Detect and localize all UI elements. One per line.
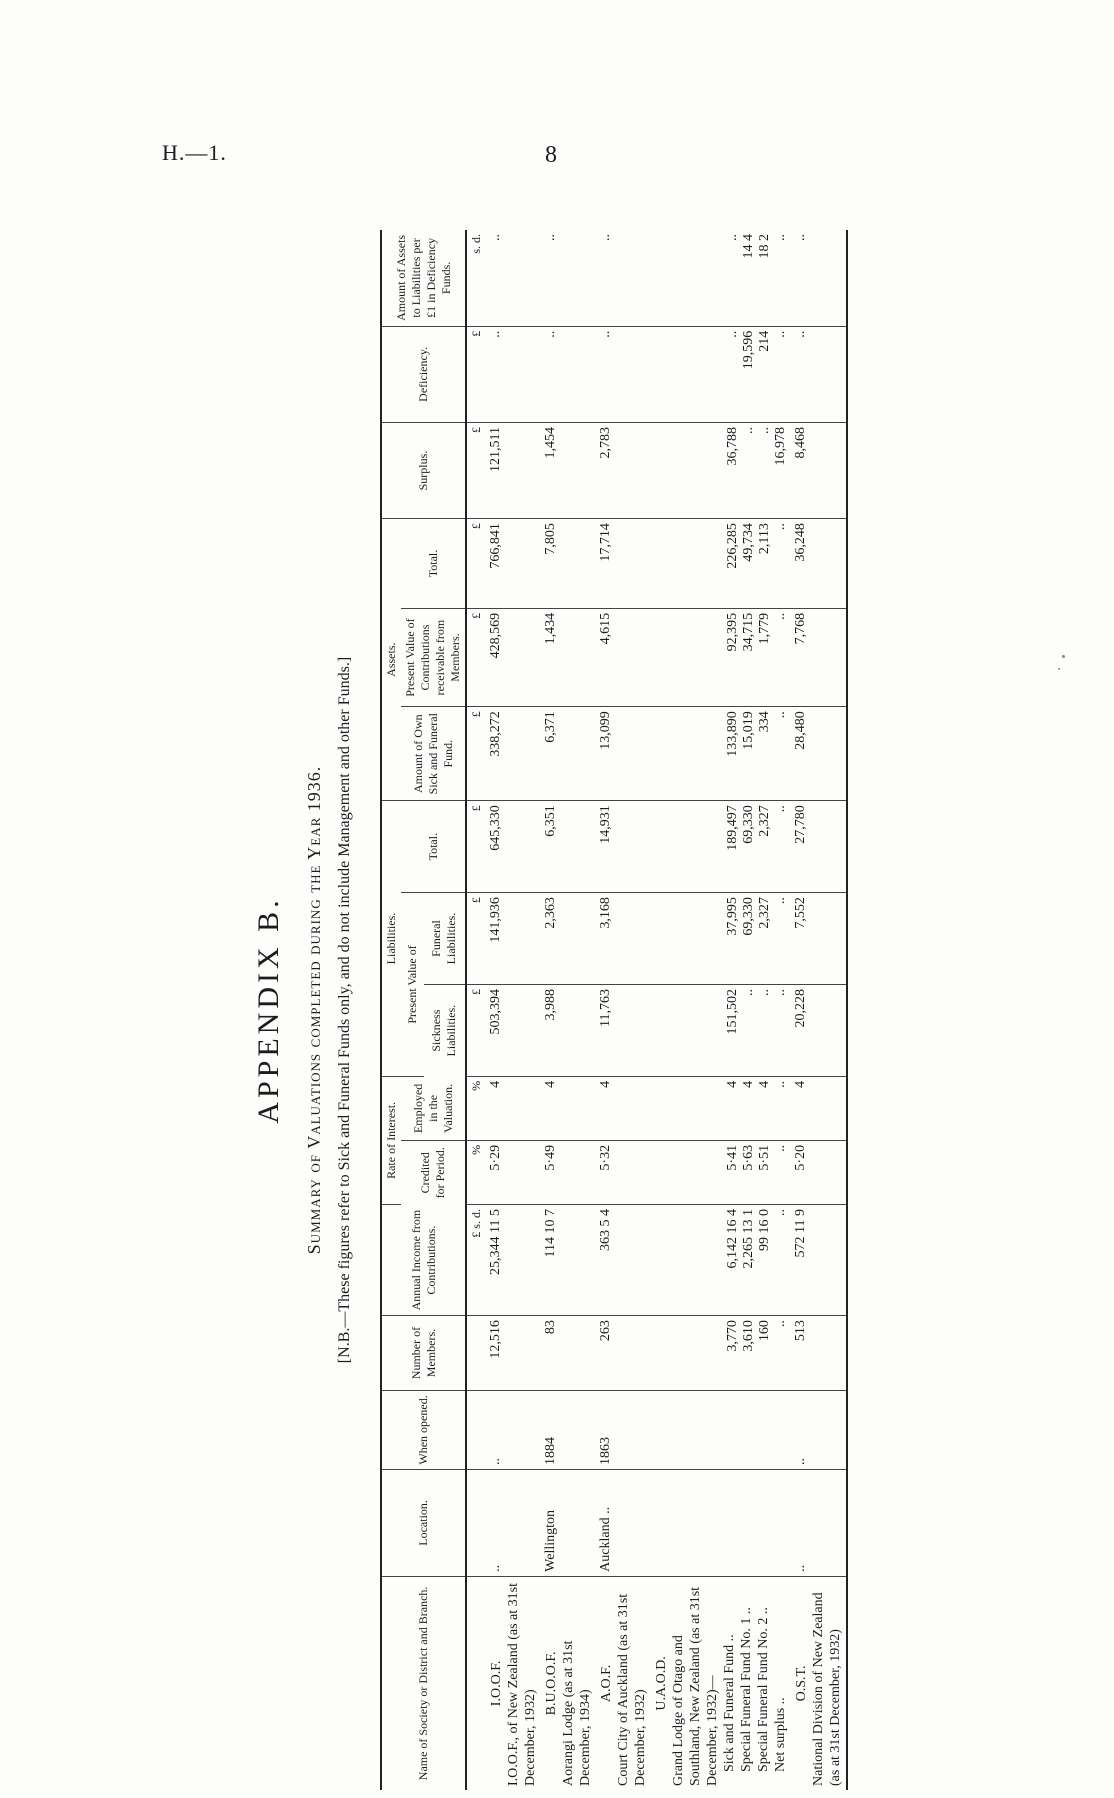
contrib-cell: .. [773, 612, 788, 620]
members-cell: 83 [541, 1316, 596, 1391]
summary-title: Summary of Valuations completed during the Year 1936. [304, 765, 324, 1255]
deficiency-cell: .. [596, 326, 651, 422]
ratio-cell: .. [791, 230, 847, 326]
society-abbrev: U.A.O.D. [654, 1656, 669, 1711]
assets-total-cell: .. [773, 523, 788, 531]
contrib-cell: 92,395 [725, 612, 740, 652]
employed-cell: 4 [725, 1080, 740, 1088]
ratio-cell: .. [725, 234, 740, 241]
society-abbrev: B.U.O.O.F. [544, 1651, 559, 1716]
opened-cell: .. [791, 1390, 847, 1469]
funeral-cell: 2,363 [541, 893, 596, 985]
employed-cell: 4 [486, 1076, 541, 1140]
society-abbrev: O.S.T. [794, 1665, 809, 1702]
liab-total-cell: 6,351 [541, 801, 596, 893]
note-line: [N.B.—These figures refer to Sick and Funeral Funds only, and do not include Management and other Funds.] [336, 656, 353, 1364]
location-cell: .. [791, 1469, 847, 1576]
society-abbrev: A.O.F. [599, 1664, 614, 1703]
funeral-cell: 69,330 [741, 897, 756, 936]
appendix-title: APPENDIX B. [252, 896, 285, 1124]
surplus-cell: 36,788 [725, 426, 740, 466]
branch-name: National Division of New Zealand (as at 31st December, 1932) [811, 1592, 843, 1786]
assets-total-cell: 7,805 [541, 519, 596, 609]
col-ratio: Amount of Assets to Liabilities per £1 in Deficiency Funds. [381, 230, 466, 326]
rotated-sheet [248, 230, 868, 1790]
branch-name: Aorangi Lodge (as at 31st December, 1934) [561, 1640, 593, 1786]
surplus-cell: 8,468 [791, 422, 847, 518]
col-rate-credited: Credited for Period. [418, 1147, 447, 1199]
own-funds-cell: 15,019 [741, 711, 756, 750]
members-cell: 513 [791, 1316, 847, 1391]
unit-pct: % [466, 1140, 486, 1204]
funeral-cell: 2,327 [757, 897, 772, 929]
ratio-cell: 14 4 [741, 234, 756, 259]
credited-cell: .. [773, 1144, 788, 1152]
valuations-table [380, 230, 848, 1790]
employed-cell: .. [773, 1080, 788, 1088]
ratio-cell: .. [773, 234, 788, 241]
members-cell: 12,516 [486, 1316, 541, 1391]
sickness-cell: .. [741, 988, 756, 996]
unit-pound: £ [466, 801, 486, 893]
surplus-cell: .. [757, 426, 772, 434]
col-present-value: Present Value of [401, 893, 424, 1077]
sub-fund-label: Net surplus .. [773, 1697, 788, 1772]
contrib-cell: 428,569 [486, 608, 541, 706]
income-cell: .. [773, 1209, 788, 1217]
col-rate: Rate of Interest. [381, 1076, 401, 1204]
credited-cell: 5·41 [725, 1144, 740, 1171]
own-funds-cell: 133,890 [725, 711, 740, 757]
col-rate-employed: Employed in the Valuation. [401, 1076, 466, 1140]
own-funds-cell: 338,272 [486, 707, 541, 801]
own-funds-cell: .. [773, 711, 788, 719]
members-cell: 3,610 [741, 1320, 756, 1352]
society-abbrev: I.O.O.F. [489, 1660, 504, 1707]
table-row [541, 230, 596, 1790]
sickness-cell: 3,988 [541, 984, 596, 1076]
branch-name: Court City of Auckland (as at 31st December, 1932) [616, 1593, 648, 1786]
col-liabilities: Liabilities. [381, 801, 401, 1077]
col-income: Annual Income from Contributions. [381, 1205, 466, 1316]
opened-cell: .. [486, 1390, 541, 1469]
deficiency-cell: .. [773, 330, 788, 338]
paper-speck [1058, 668, 1060, 670]
opened-cell: 1863 [596, 1390, 651, 1469]
contrib-cell: 1,779 [757, 612, 772, 645]
location-cell: .. [486, 1469, 541, 1576]
surplus-cell: 16,978 [773, 426, 788, 466]
ratio-cell: .. [486, 230, 541, 326]
credited-cell: 5·20 [791, 1140, 847, 1204]
liab-total-cell: 645,330 [486, 801, 541, 893]
ratio-cell: .. [596, 230, 651, 326]
unit-pct: % [466, 1076, 486, 1140]
table-row [486, 230, 541, 1790]
col-contributions: Present Value of Contributions receivable from Members. [401, 608, 466, 706]
funeral-cell: 3,168 [596, 893, 651, 985]
col-sickness: Sickness Liabilities. [429, 1004, 459, 1057]
assets-total-cell: 17,714 [596, 519, 651, 609]
sickness-cell: 151,502 [725, 988, 740, 1035]
assets-total-cell: 226,285 [725, 523, 740, 569]
sub-fund-label: Special Funeral Fund No. 2 .. [756, 1607, 771, 1772]
credited-cell: 5·49 [541, 1140, 596, 1204]
employed-cell: 4 [541, 1076, 596, 1140]
unit-pound: £ [466, 326, 486, 422]
sickness-cell: .. [773, 988, 788, 996]
col-members: Number of Members. [381, 1316, 466, 1391]
opened-cell: 1884 [541, 1390, 596, 1469]
assets-total-cell: 766,841 [486, 519, 541, 609]
page-reference: H.—1. [162, 140, 227, 165]
sickness-cell: 503,394 [486, 984, 541, 1076]
funeral-cell: 37,995 [725, 897, 740, 936]
liab-total-cell: .. [773, 805, 788, 813]
surplus-cell: 1,454 [541, 422, 596, 518]
branch-name: I.O.O.F., of New Zealand (as at 31st December, 1932) [506, 1583, 538, 1786]
table-body [466, 230, 847, 1790]
col-liab-total: Total. [401, 801, 466, 893]
funeral-cell: 7,552 [791, 893, 847, 985]
employed-cell: 4 [741, 1080, 756, 1088]
employed-cell: 4 [596, 1076, 651, 1140]
unit-pound: £ [466, 707, 486, 801]
income-cell: 99 16 0 [757, 1209, 772, 1252]
deficiency-cell: 19,596 [741, 330, 756, 370]
unit-pound: £ [466, 893, 486, 985]
unit-pound: £ [466, 519, 486, 609]
contrib-cell: 7,768 [791, 608, 847, 706]
income-cell: 114 10 7 [541, 1205, 596, 1316]
deficiency-cell: .. [725, 330, 740, 338]
branch-name: Grand Lodge of Otago and Southland, New Zealand (as at 31st December, 1932)— [671, 1586, 720, 1786]
members-cell: 160 [757, 1320, 772, 1342]
members-cell: 263 [596, 1316, 651, 1391]
assets-total-cell: 49,734 [741, 523, 756, 562]
assets-total-cell: 2,113 [757, 523, 772, 555]
own-funds-cell: 13,099 [596, 707, 651, 801]
page-number: 8 [545, 142, 557, 168]
income-cell: 363 5 4 [596, 1205, 651, 1316]
col-assets-total: Total. [401, 519, 466, 609]
col-own-funds: Amount of Own Sick and Funeral Fund. [401, 707, 466, 801]
credited-cell: 5·29 [486, 1140, 541, 1204]
location-cell: Auckland .. [596, 1469, 651, 1576]
employed-cell: 4 [791, 1076, 847, 1140]
own-funds-cell: 28,480 [791, 707, 847, 801]
paper-speck [1062, 655, 1065, 658]
table-row [791, 230, 847, 1790]
income-cell: 2,265 13 1 [741, 1209, 756, 1269]
surplus-cell: 121,511 [486, 422, 541, 518]
funeral-cell: .. [773, 897, 788, 905]
deficiency-cell: .. [486, 326, 541, 422]
col-opened: When opened. [381, 1390, 466, 1469]
unit-pound: £ [466, 422, 486, 518]
units-row [466, 230, 486, 1790]
surplus-cell: .. [741, 426, 756, 434]
surplus-cell: 2,783 [596, 422, 651, 518]
unit-ratio: s. d. [466, 230, 486, 326]
income-cell: 6,142 16 4 [725, 1209, 740, 1269]
assets-total-cell: 36,248 [791, 519, 847, 609]
contrib-cell: 34,715 [741, 612, 756, 652]
deficiency-cell: .. [791, 326, 847, 422]
members-cell: 3,770 [725, 1320, 740, 1352]
location-cell: Wellington [541, 1469, 596, 1576]
valuation-sheet [248, 230, 868, 1790]
contrib-cell: 4,615 [596, 608, 651, 706]
employed-cell: 4 [757, 1080, 772, 1088]
table-row-group [651, 230, 791, 1790]
col-deficiency: Deficiency. [381, 326, 466, 422]
table-header [381, 230, 466, 1790]
sickness-cell: 20,228 [791, 984, 847, 1076]
liab-total-cell: 27,780 [791, 801, 847, 893]
col-name: Name of Society or District and Branch. [381, 1576, 466, 1790]
deficiency-cell: 214 [757, 330, 772, 352]
income-cell: 572 11 9 [791, 1205, 847, 1316]
credited-cell: 5·51 [757, 1144, 772, 1171]
sickness-cell: .. [757, 988, 772, 996]
ratio-cell: 18 2 [757, 234, 772, 259]
unit-income: £ s. d. [466, 1205, 486, 1316]
deficiency-cell: .. [541, 326, 596, 422]
funeral-cell: 141,936 [486, 893, 541, 985]
col-location: Location. [381, 1469, 466, 1576]
ratio-cell: .. [541, 230, 596, 326]
own-funds-cell: 334 [757, 711, 772, 733]
table-row [596, 230, 651, 1790]
credited-cell: 5·32 [596, 1140, 651, 1204]
sub-fund-label: Sick and Funeral Fund .. [722, 1634, 737, 1772]
income-cell: 25,344 11 5 [486, 1205, 541, 1316]
liab-total-cell: 14,931 [596, 801, 651, 893]
liab-total-cell: 189,497 [725, 805, 740, 851]
col-funeral: Funeral Liabilities. [424, 893, 466, 985]
members-cell: .. [773, 1320, 788, 1328]
unit-pound: £ [466, 608, 486, 706]
liab-total-cell: 69,330 [741, 805, 756, 844]
contrib-cell: 1,434 [541, 608, 596, 706]
liab-total-cell: 2,327 [757, 805, 772, 837]
col-assets: Assets. [381, 519, 401, 801]
sub-fund-label: Special Funeral Fund No. 1 .. [739, 1607, 754, 1772]
sickness-cell: 11,763 [596, 984, 651, 1076]
own-funds-cell: 6,371 [541, 707, 596, 801]
credited-cell: 5·63 [741, 1144, 756, 1171]
unit-pound: £ [466, 984, 486, 1076]
col-surplus: Surplus. [381, 422, 466, 518]
